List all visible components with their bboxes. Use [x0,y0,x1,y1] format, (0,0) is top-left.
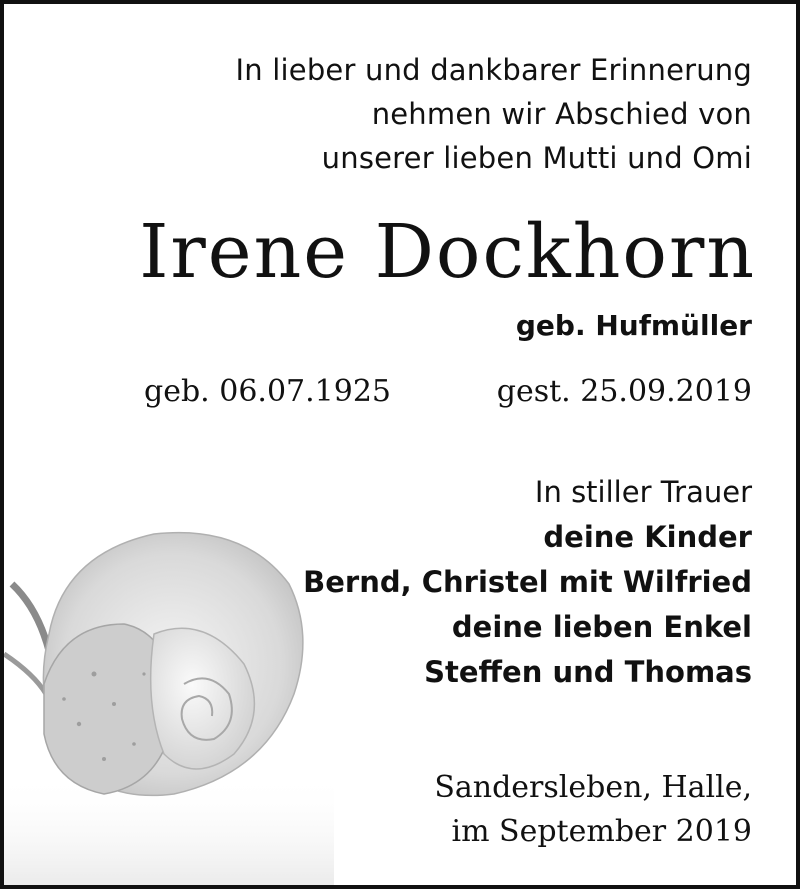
mourner-line: deine lieben Enkel [451,610,752,644]
maiden-name: geb. Hufmüller [515,309,752,342]
mourning-heading: In stiller Trauer [534,475,752,509]
intro-text [236,48,752,180]
intro-line: unserer lieben Mutti und Omi [321,141,752,175]
notice-date: im September 2019 [451,814,752,849]
intro-line: In lieber und dankbarer Erinnerung [235,53,752,87]
mourner-line: deine Kinder [543,520,752,554]
death-date: gest. 25.09.2019 [496,374,752,409]
birth-date: geb. 06.07.1925 [144,374,392,409]
place: Sandersleben, Halle, [434,770,752,805]
intro-line: nehmen wir Abschied von [371,97,752,131]
place-and-date [434,766,752,854]
deceased-name: Irene Dockhorn [139,209,756,295]
mourners [303,470,752,695]
rose-image [4,524,334,885]
mourner-line: Bernd, Christel mit Wilfried [303,565,752,599]
mourner-line: Steffen und Thomas [424,655,752,689]
